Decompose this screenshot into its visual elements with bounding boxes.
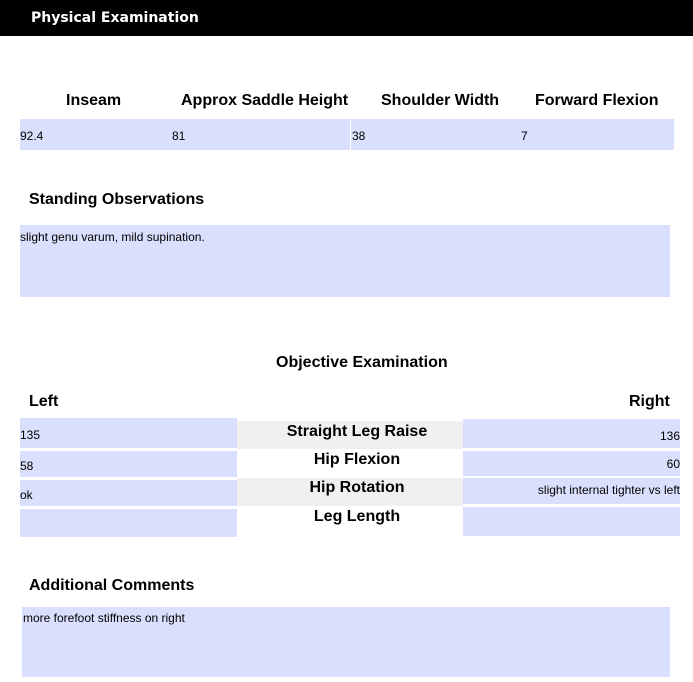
row-label-hip-rotation: Hip Rotation xyxy=(309,479,405,496)
left-hip-rotation-field[interactable] xyxy=(20,480,237,506)
additional-comments-field[interactable] xyxy=(22,607,670,677)
inseam-field[interactable] xyxy=(20,119,350,150)
row-label-leg-length: Leg Length xyxy=(313,508,401,525)
left-hip-flexion-field[interactable] xyxy=(20,451,237,477)
right-label: Right xyxy=(629,393,670,410)
standing-observations-text: slight genu varum, mild supination. xyxy=(20,230,205,244)
right-hip-flexion-value: 60 xyxy=(666,457,680,471)
right-hip-flexion-field[interactable] xyxy=(463,451,680,476)
right-straight-leg-raise-value: 136 xyxy=(659,429,680,443)
forward-flexion-value: 7 xyxy=(521,129,528,143)
left-label: Left xyxy=(29,393,59,410)
left-hip-rotation-value: ok xyxy=(20,488,33,502)
header-saddle-height: Approx Saddle Height xyxy=(181,92,349,109)
objective-examination-title: Objective Examination xyxy=(276,354,448,371)
page-title: Physical Examination xyxy=(31,10,199,26)
row-label-straight-leg-raise: Straight Leg Raise xyxy=(286,423,428,440)
header-forward-flexion: Forward Flexion xyxy=(535,92,659,109)
right-straight-leg-raise-field[interactable] xyxy=(463,419,680,448)
inseam-value: 92.4 xyxy=(20,129,44,143)
left-straight-leg-raise-value: 135 xyxy=(20,428,41,442)
title-bar xyxy=(0,0,693,36)
shoulder-width-value: 38 xyxy=(352,129,366,143)
left-leg-length-field[interactable] xyxy=(20,509,237,537)
row-label-hip-flexion: Hip Flexion xyxy=(313,451,401,468)
standing-observations-field[interactable] xyxy=(20,225,670,297)
header-shoulder-width: Shoulder Width xyxy=(381,92,500,109)
standing-observations-label: Standing Observations xyxy=(29,191,205,208)
shoulder-width-field[interactable] xyxy=(351,119,674,150)
additional-comments-label: Additional Comments xyxy=(29,577,195,594)
additional-comments-text: more forefoot stiffness on right xyxy=(23,611,185,625)
right-hip-rotation-value: slight internal tighter vs left xyxy=(537,483,680,497)
saddle-height-value: 81 xyxy=(172,129,186,143)
left-hip-flexion-value: 58 xyxy=(20,459,34,473)
left-straight-leg-raise-field[interactable] xyxy=(20,418,237,448)
right-leg-length-field[interactable] xyxy=(463,507,680,536)
header-inseam: Inseam xyxy=(66,92,122,109)
right-hip-rotation-field[interactable] xyxy=(463,478,680,504)
